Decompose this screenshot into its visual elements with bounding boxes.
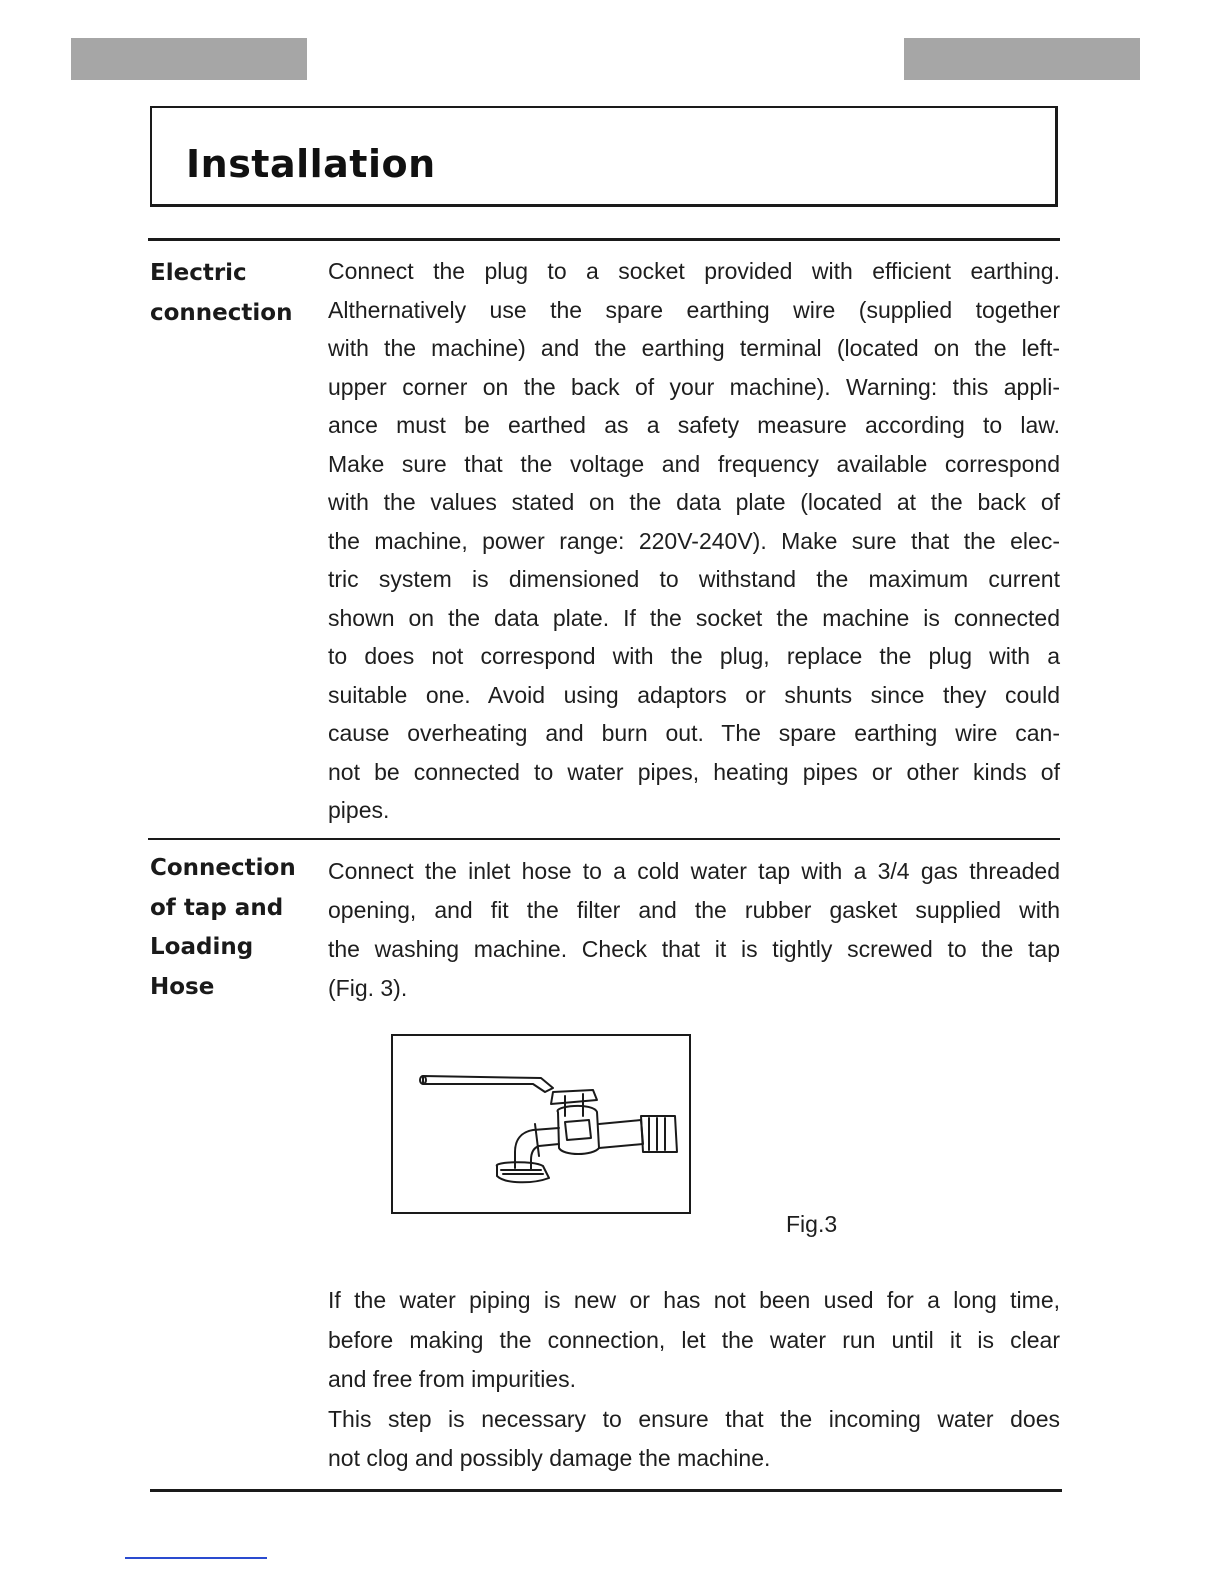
text-line: opening, and fit the filter and the rubber gasket supplied with xyxy=(328,897,1060,923)
tap-connection-text xyxy=(328,852,1060,1008)
text-line: before making the connection, let the water run until it is clear xyxy=(328,1326,1060,1353)
text-line: cause overheating and burn out. The spare earthing wire can- xyxy=(328,720,1060,746)
page-title: Installation xyxy=(186,142,436,186)
header-bar-right xyxy=(904,38,1140,80)
section-divider-middle xyxy=(148,838,1060,840)
text-line: not clog and possibly damage the machine. xyxy=(328,1445,771,1471)
header-bar-left xyxy=(71,38,307,80)
text-line: tric system is dimensioned to withstand the maximum current xyxy=(328,566,1060,592)
water-piping-note xyxy=(328,1281,1060,1479)
text-line: Make sure that the voltage and frequency available correspond xyxy=(328,450,1060,477)
text-line: shown on the data plate. If the socket the machine is connected xyxy=(328,604,1060,631)
text-line: pipes. xyxy=(328,797,390,823)
water-tap-icon xyxy=(393,1036,689,1212)
label-line: connection xyxy=(150,300,293,326)
text-line: to does not correspond with the plug, replace the plug with a xyxy=(328,643,1060,669)
water-tap-figure xyxy=(391,1034,691,1214)
text-line: Connect the inlet hose to a cold water tap with a 3/4 gas threaded xyxy=(328,858,1060,884)
label-line: Hose xyxy=(150,973,215,1000)
electric-connection-text xyxy=(328,252,1060,830)
text-line: (Fig. 3). xyxy=(328,975,408,1001)
text-line: Connect the plug to a socket provided with efficient earthing. xyxy=(328,258,1060,284)
label-line: Electric xyxy=(150,260,247,286)
text-line: If the water piping is new or has not been used for a long time, xyxy=(328,1287,1060,1313)
text-line: and free from impurities. xyxy=(328,1366,576,1392)
text-line: upper corner on the back of your machine). Warning: this appli- xyxy=(328,373,1060,400)
section-label-tap-connection xyxy=(150,849,310,1007)
title-box xyxy=(150,106,1058,207)
footer-link-underline xyxy=(125,1557,267,1559)
text-line: suitable one. Avoid using adaptors or shunts since they could xyxy=(328,681,1060,708)
text-line: not be connected to water pipes, heating pipes or other kinds of xyxy=(328,758,1060,785)
text-line: the machine, power range: 220V-240V). Make sure that the elec- xyxy=(328,527,1060,554)
label-line: Loading xyxy=(150,934,254,960)
text-line: Althernatively use the spare earthing wire (supplied together xyxy=(328,296,1060,323)
text-line: with the machine) and the earthing terminal (located on the left- xyxy=(328,335,1060,361)
label-line: Connection xyxy=(150,855,296,881)
text-line: with the values stated on the data plate (located at the back of xyxy=(328,489,1060,515)
text-line: This step is necessary to ensure that the incoming water does xyxy=(328,1405,1060,1432)
text-line: the washing machine. Check that it is tightly screwed to the tap xyxy=(328,936,1060,962)
label-line: of tap and xyxy=(150,894,284,921)
section-divider-top xyxy=(148,238,1060,241)
text-line: ance must be earthed as a safety measure according to law. xyxy=(328,412,1060,438)
figure-caption: Fig.3 xyxy=(786,1211,838,1237)
section-label-electric-connection xyxy=(150,253,310,333)
section-divider-bottom xyxy=(150,1489,1062,1492)
